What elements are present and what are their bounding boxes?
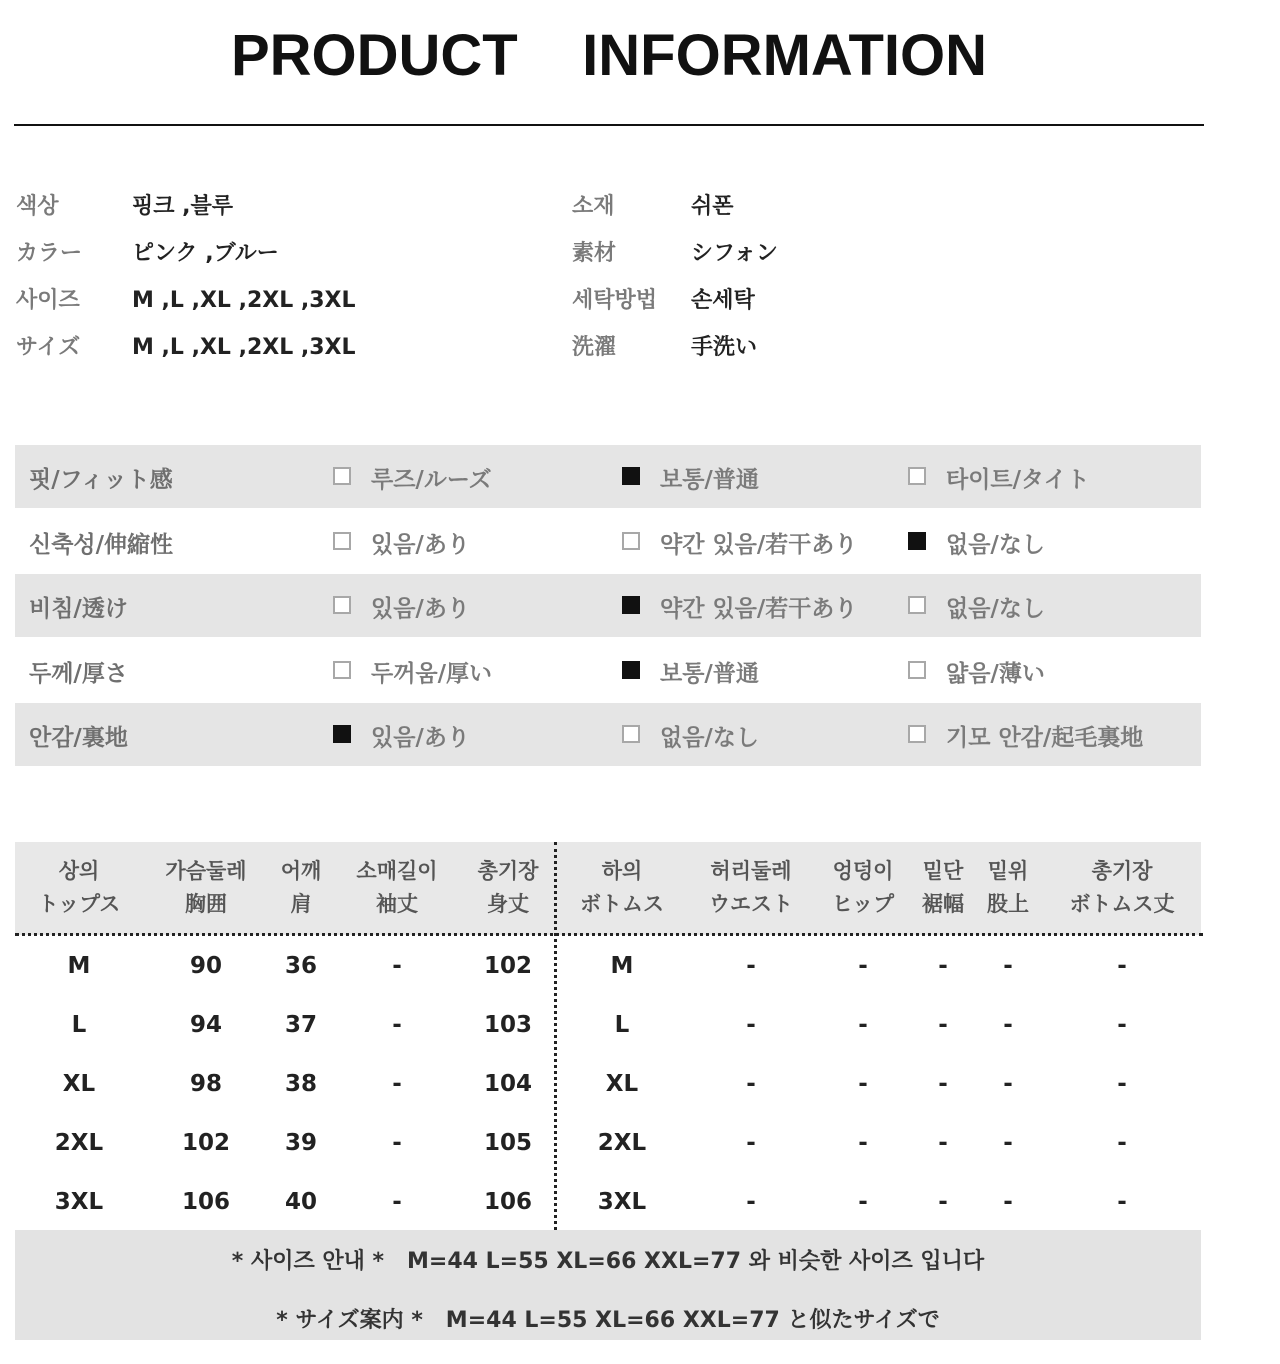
attribute-label: 두께/厚さ bbox=[29, 660, 128, 687]
size-table-cell: - bbox=[746, 1012, 756, 1038]
spec-value: ピンク ,ブルー bbox=[132, 241, 279, 266]
spec-label: 사이즈 bbox=[16, 288, 80, 313]
size-table-cell: M bbox=[610, 953, 634, 979]
size-header-cell: ボトムス丈 bbox=[1069, 892, 1175, 916]
size-header-cell: 裾幅 bbox=[922, 892, 964, 916]
size-table-cell: 2XL bbox=[54, 1130, 104, 1156]
size-header-cell: 상의 bbox=[58, 859, 100, 883]
size-table-divider-vertical bbox=[554, 842, 557, 1230]
size-table-cell: - bbox=[746, 1071, 756, 1097]
attribute-option: 타이트/タイト bbox=[946, 467, 1090, 493]
size-header-cell: 엉덩이 bbox=[832, 859, 894, 883]
attribute-option: 약간 있음/若干あり bbox=[660, 596, 858, 622]
spec-row bbox=[16, 192, 536, 222]
spec-label: カラー bbox=[16, 241, 83, 266]
size-table-cell: 104 bbox=[483, 1071, 532, 1097]
attribute-option: 루즈/ルーズ bbox=[371, 467, 492, 493]
size-header-cell: 허리둘레 bbox=[710, 859, 792, 883]
size-header-cell: 총기장 bbox=[477, 859, 539, 883]
size-table-cell: 36 bbox=[284, 953, 317, 979]
checkbox-empty-icon bbox=[333, 532, 351, 550]
size-table-cell: 39 bbox=[284, 1130, 317, 1156]
size-note-japanese: * サイズ案内 * M=44 L=55 XL=66 XXL=77 と似たサイズで bbox=[276, 1308, 940, 1333]
attribute-row bbox=[15, 574, 1201, 637]
size-header-cell: 肩 bbox=[290, 892, 312, 916]
title-divider bbox=[14, 124, 1204, 126]
checkbox-empty-icon bbox=[333, 596, 351, 614]
size-header-cell: ウエスト bbox=[709, 892, 793, 916]
spec-value: 手洗い bbox=[691, 335, 758, 360]
spec-label: 洗濯 bbox=[572, 335, 617, 360]
attribute-label: 비침/透け bbox=[29, 596, 128, 622]
size-table-cell: - bbox=[746, 953, 756, 979]
checkbox-empty-icon bbox=[908, 596, 926, 614]
size-header-cell: 가슴둘레 bbox=[165, 859, 247, 883]
size-table-cell: 103 bbox=[483, 1012, 532, 1038]
size-table-cell: 98 bbox=[189, 1071, 222, 1097]
spec-value: M ,L ,XL ,2XL ,3XL bbox=[132, 335, 356, 360]
attribute-option: 약간 있음/若干あり bbox=[660, 531, 858, 558]
spec-label: 소재 bbox=[572, 194, 615, 219]
spec-value: 손세탁 bbox=[691, 288, 755, 313]
size-table-cell: - bbox=[392, 1071, 402, 1097]
page-title: PRODUCT INFORMATION bbox=[230, 23, 988, 88]
attribute-option: 두꺼움/厚い bbox=[371, 660, 493, 687]
size-table-cell: - bbox=[858, 1012, 868, 1038]
spec-value: シフォン bbox=[691, 241, 778, 266]
size-table-cell: - bbox=[392, 1189, 402, 1215]
size-table-cell: 2XL bbox=[597, 1130, 647, 1156]
size-table-cell: - bbox=[938, 953, 948, 979]
attribute-option: 보통/普通 bbox=[660, 660, 759, 687]
size-table-cell: 102 bbox=[483, 953, 532, 979]
size-table-cell: - bbox=[1003, 1189, 1013, 1215]
size-table-cell: - bbox=[938, 1012, 948, 1038]
size-table-cell: L bbox=[614, 1012, 630, 1038]
attribute-option: 없음/なし bbox=[660, 725, 759, 751]
attribute-option: 얇음/薄い bbox=[946, 660, 1045, 687]
size-table-cell: 3XL bbox=[597, 1189, 647, 1215]
size-table-cell: XL bbox=[62, 1071, 96, 1097]
attribute-row bbox=[15, 445, 1201, 508]
size-header-cell: 어깨 bbox=[280, 859, 322, 883]
spec-row bbox=[572, 286, 1092, 316]
size-table-cell: - bbox=[1003, 1012, 1013, 1038]
size-table-cell: 106 bbox=[181, 1189, 230, 1215]
size-header-cell: ボトムス bbox=[580, 892, 664, 916]
size-table-cell: 106 bbox=[483, 1189, 532, 1215]
spec-label: 세탁방법 bbox=[572, 288, 658, 313]
size-header-cell: 股上 bbox=[987, 892, 1029, 916]
size-table-cell: L bbox=[71, 1012, 87, 1038]
spec-label: サイズ bbox=[16, 335, 81, 360]
size-table-cell: - bbox=[392, 1012, 402, 1038]
size-table-cell: - bbox=[1117, 953, 1127, 979]
size-header-cell: 밑위 bbox=[987, 859, 1029, 883]
attribute-label: 안감/裏地 bbox=[29, 725, 128, 751]
size-table-cell: - bbox=[1003, 1130, 1013, 1156]
checkbox-checked-icon bbox=[622, 467, 640, 485]
size-note-korean: * 사이즈 안내 * M=44 L=55 XL=66 XXL=77 와 비슷한 사이즈 입니다 bbox=[231, 1249, 985, 1274]
size-table-cell: - bbox=[938, 1189, 948, 1215]
checkbox-empty-icon bbox=[908, 467, 926, 485]
size-table-cell: 102 bbox=[181, 1130, 230, 1156]
attribute-row bbox=[15, 510, 1201, 573]
attribute-row bbox=[15, 639, 1201, 702]
size-header-cell: ヒップ bbox=[831, 892, 895, 916]
attribute-option: 기모 안감/起毛裏地 bbox=[946, 725, 1144, 751]
size-table-cell: - bbox=[746, 1130, 756, 1156]
size-header-cell: 소매길이 bbox=[356, 859, 438, 883]
attribute-option: 없음/なし bbox=[946, 531, 1045, 558]
checkbox-empty-icon bbox=[622, 725, 640, 743]
size-table-cell: - bbox=[1117, 1189, 1127, 1215]
size-table-cell: - bbox=[1117, 1130, 1127, 1156]
size-header-cell: 총기장 bbox=[1091, 859, 1153, 883]
size-header-cell: 胸囲 bbox=[185, 892, 227, 916]
attribute-option: 있음/あり bbox=[371, 531, 470, 558]
size-table-cell: - bbox=[938, 1071, 948, 1097]
spec-label: 색상 bbox=[16, 194, 59, 219]
attribute-option: 있음/あり bbox=[371, 725, 470, 751]
size-header-cell: 身丈 bbox=[487, 892, 529, 916]
attribute-option: 보통/普通 bbox=[660, 467, 759, 493]
size-table-cell: - bbox=[858, 1071, 868, 1097]
size-table-cell: - bbox=[392, 1130, 402, 1156]
checkbox-checked-icon bbox=[622, 661, 640, 679]
size-table-cell: - bbox=[1117, 1012, 1127, 1038]
spec-row bbox=[572, 192, 1092, 222]
attribute-row bbox=[15, 703, 1201, 766]
size-table-cell: - bbox=[858, 953, 868, 979]
spec-label: 素材 bbox=[572, 241, 617, 266]
size-header-cell: トップス bbox=[37, 892, 121, 916]
spec-row bbox=[16, 239, 536, 269]
size-table-divider-horizontal bbox=[15, 933, 1203, 936]
attribute-option: 있음/あり bbox=[371, 596, 470, 622]
size-table-cell: - bbox=[858, 1130, 868, 1156]
size-table-cell: 40 bbox=[284, 1189, 317, 1215]
size-table-cell: 105 bbox=[483, 1130, 532, 1156]
size-table-cell: - bbox=[1117, 1071, 1127, 1097]
size-table-cell: M bbox=[67, 953, 91, 979]
checkbox-empty-icon bbox=[908, 725, 926, 743]
size-header-cell: 袖丈 bbox=[376, 892, 418, 916]
size-table-cell: - bbox=[392, 953, 402, 979]
spec-row bbox=[572, 333, 1092, 363]
checkbox-checked-icon bbox=[908, 532, 926, 550]
checkbox-empty-icon bbox=[622, 532, 640, 550]
size-header-cell: 하의 bbox=[601, 859, 643, 883]
size-table-cell: - bbox=[746, 1189, 756, 1215]
spec-value: 쉬폰 bbox=[691, 194, 734, 219]
spec-row bbox=[572, 239, 1092, 269]
checkbox-checked-icon bbox=[333, 725, 351, 743]
size-header-cell: 밑단 bbox=[922, 859, 964, 883]
size-table-cell: 3XL bbox=[54, 1189, 104, 1215]
spec-value: 핑크 ,블루 bbox=[132, 194, 234, 219]
size-table-cell: - bbox=[1003, 953, 1013, 979]
size-table-cell: - bbox=[938, 1130, 948, 1156]
spec-row bbox=[16, 333, 536, 363]
checkbox-empty-icon bbox=[333, 661, 351, 679]
attribute-option: 없음/なし bbox=[946, 596, 1045, 622]
size-table-cell: 38 bbox=[284, 1071, 317, 1097]
attribute-label: 신축성/伸縮性 bbox=[29, 531, 174, 558]
checkbox-empty-icon bbox=[908, 661, 926, 679]
size-table-cell: 94 bbox=[189, 1012, 222, 1038]
size-table-cell: 90 bbox=[189, 953, 222, 979]
size-table-cell: - bbox=[1003, 1071, 1013, 1097]
size-table-cell: 37 bbox=[284, 1012, 317, 1038]
checkbox-empty-icon bbox=[333, 467, 351, 485]
spec-value: M ,L ,XL ,2XL ,3XL bbox=[132, 288, 356, 313]
size-table-cell: XL bbox=[605, 1071, 639, 1097]
spec-row bbox=[16, 286, 536, 316]
checkbox-checked-icon bbox=[622, 596, 640, 614]
attribute-label: 핏/フィット感 bbox=[29, 467, 173, 493]
size-table-cell: - bbox=[858, 1189, 868, 1215]
